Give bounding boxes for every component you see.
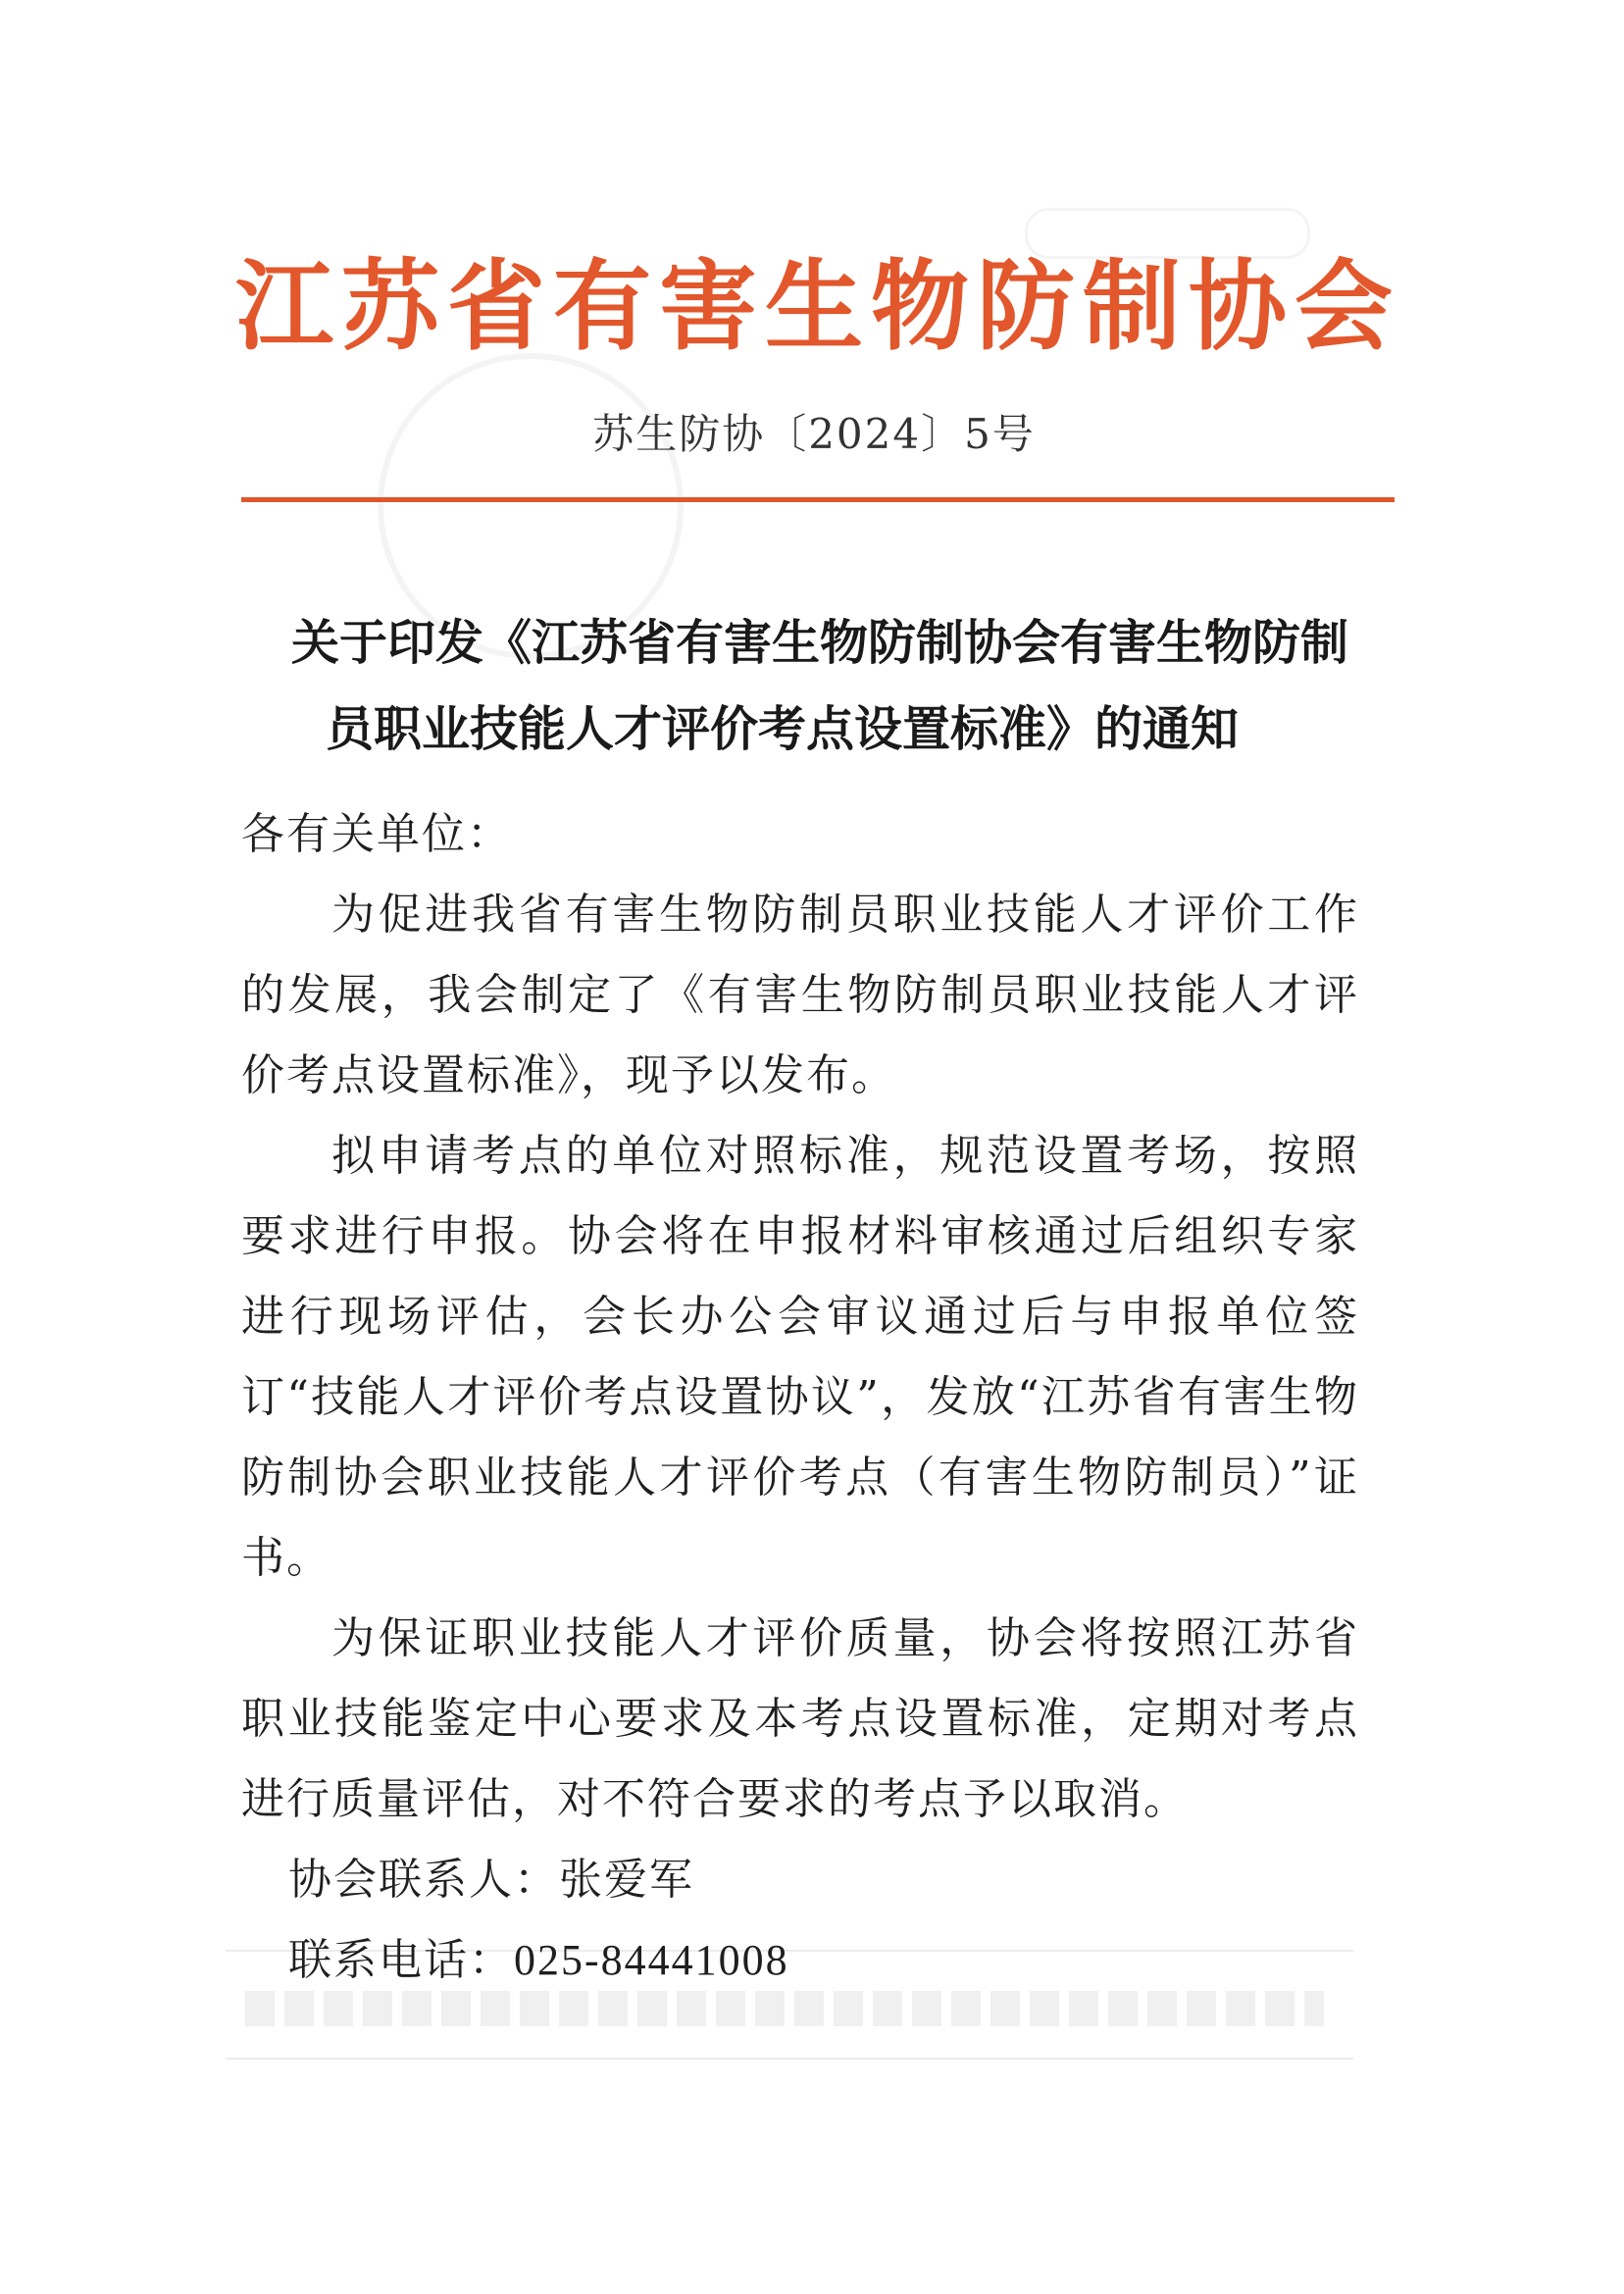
- body-paragraph-3: 为保证职业技能人才评价质量，协会将按照江苏省职业技能鉴定中心要求及本考点设置标准，定期对考点进行质量评估，对不符合要求的考点予以取消。: [241, 1613, 1359, 1824]
- document-number: 苏生防协〔2024〕5号: [592, 410, 1036, 458]
- salutation: 各有关单位：: [241, 809, 512, 859]
- notice-body: [241, 794, 1359, 2001]
- contact-phone-label: 联系电话：: [288, 1935, 514, 1985]
- contact-person-label: 协会联系人：: [288, 1855, 559, 1905]
- notice-title: [255, 600, 1402, 773]
- header-red-divider: [241, 497, 1395, 502]
- contact-phone-line: [241, 1920, 1359, 2001]
- contact-phone-value: 025-84441008: [514, 1936, 789, 1984]
- body-paragraph-1: 为促进我省有害生物防制员职业技能人才评价工作的发展，我会制定了《有害生物防制员职业技能人才评价考点设置标准》，现予以发布。: [241, 890, 1359, 1100]
- issuing-organization-name: 江苏省有害生物防制协会: [235, 248, 1400, 364]
- contact-person-line: [241, 1840, 1359, 1920]
- bleed-through-rule-bottom: [226, 2058, 1353, 2060]
- contact-person-name: 张爱军: [559, 1855, 694, 1905]
- notice-title-line-2: 员职业技能人才评价考点设置标准》的通知: [326, 701, 1240, 757]
- notice-title-line-1: 关于印发《江苏省有害生物防制协会有害生物防制: [291, 615, 1349, 671]
- body-paragraph-2: 拟申请考点的单位对照标准，规范设置考场，按照要求进行申报。协会将在申报材料审核通过后组织专家进行现场评估，会长办公会审议通过后与申报单位签订“技能人才评价考点设置协议”，发放“江苏省有害生物防制协会职业技能人才评价考点（有害生物防制员）”证书。: [241, 1131, 1359, 1583]
